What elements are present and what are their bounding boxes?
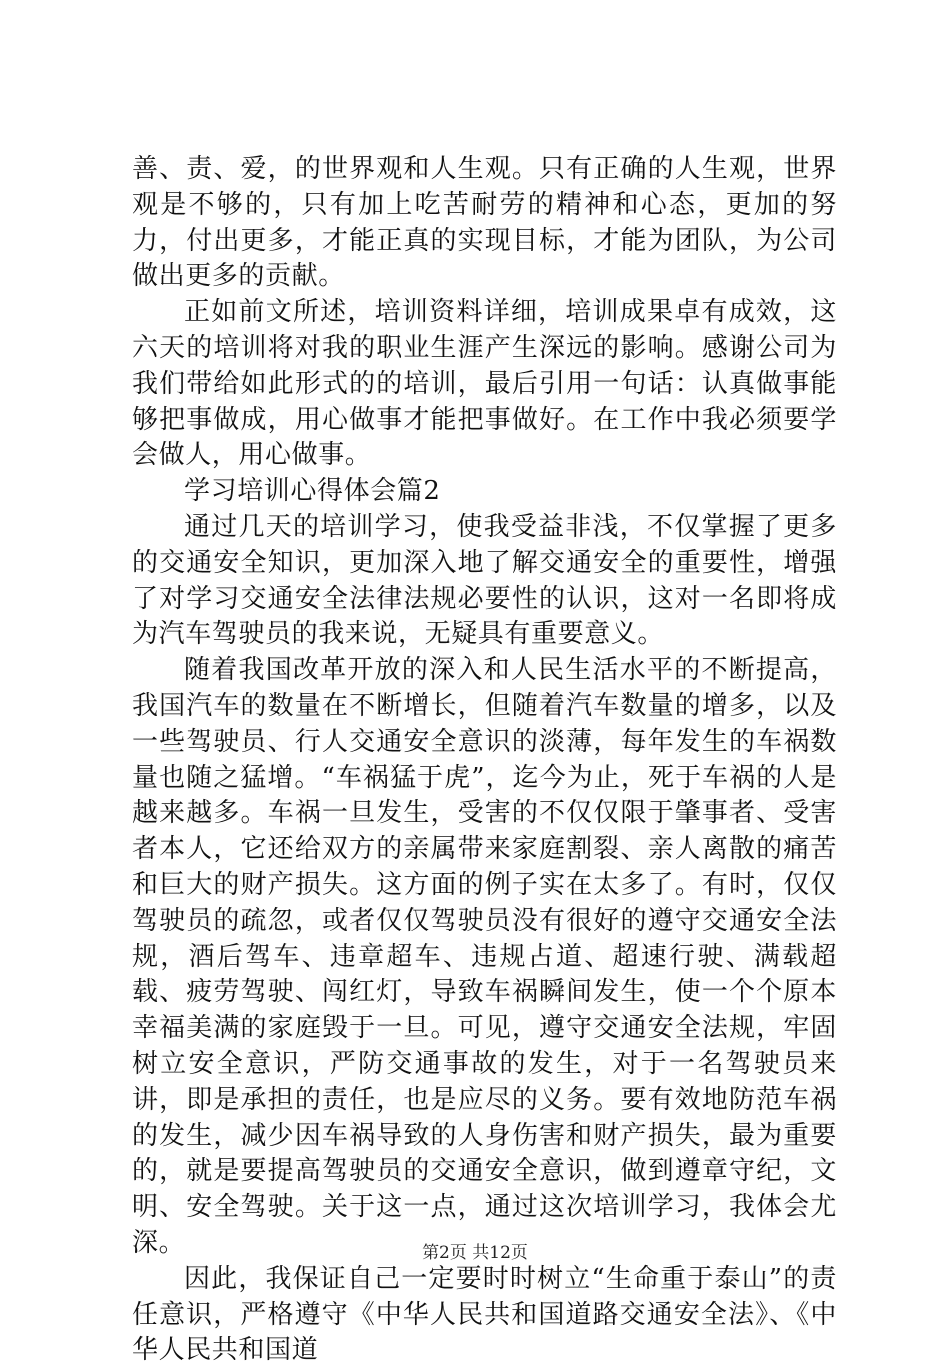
page-body xyxy=(132,152,837,1369)
paragraph: 通过几天的培训学习，使我受益非浅，不仅掌握了更多的交通安全知识，更加深入地了解交通安全的重要性，增强了对学习交通安全法律法规必要性的认识，这对一名即将成为汽车驾驶员的我来说，无疑具有重要意义。 xyxy=(132,511,837,650)
page-footer: 第2页 共12页 xyxy=(422,1243,528,1263)
paragraph-conclusion: 正如前文所述，培训资料详细，培训成果卓有成效，这六天的培训将对我的职业生涯产生深远的影响。感谢公司为我们带给如此形式的的培训，最后引用一句话：认真做事能够把事做成，用心做事才能把事做好。在工作中我必须要学会做人，用心做事。 xyxy=(132,297,837,471)
paragraph: 因此，我保证自己一定要时时树立“生命重于泰山”的责任意识，严格遵守《中华人民共和国道路交通安全法》、《中华人民共和国道 xyxy=(132,1263,837,1366)
paragraph: 随着我国改革开放的深入和人民生活水平的不断提高，我国汽车的数量在不断增长，但随着汽车数量的增多，以及一些驾驶员、行人交通安全意识的淡薄，每年发生的车祸数量也随之猛增。“车祸猛于虎”，迄今为止，死于车祸的人是越来越多。车祸一旦发生，受害的不仅仅限于肇事者、受害者本人，它还给双方的亲属带来家庭割裂、亲人离散的痛苦和巨大的财产损失。这方面的例子实在太多了。有时，仅仅驾驶员的疏忽，或者仅仅驾驶员没有很好的遵守交通安全法规，酒后驾车、违章超车、违规占道、超速行驶、满载超载、疲劳驾驶、闯红灯，导致车祸瞬间发生，使一个个原本幸福美满的家庭毁于一旦。可见，遵守交通安全法规，牢固树立安全意识，严防交通事故的发生，对于一名驾驶员来讲，即是承担的责任，也是应尽的义务。要有效地防范车祸的发生，减少因车祸导致的人身伤害和财产损失，最为重要的，就是要提高驾驶员的交通安全意识，做到遵章守纪，文明、安全驾驶。关于这一点，通过这次培训学习，我体会尤深。 xyxy=(132,655,837,1258)
paragraph-continuation: 善、责、爱，的世界观和人生观。只有正确的人生观，世界观是不够的，只有加上吃苦耐劳的精神和心态，更加的努力，付出更多，才能正真的实现目标，才能为团队，为公司做出更多的贡献。 xyxy=(132,154,837,292)
section-heading: 学习培训心得体会篇2 xyxy=(184,476,441,507)
